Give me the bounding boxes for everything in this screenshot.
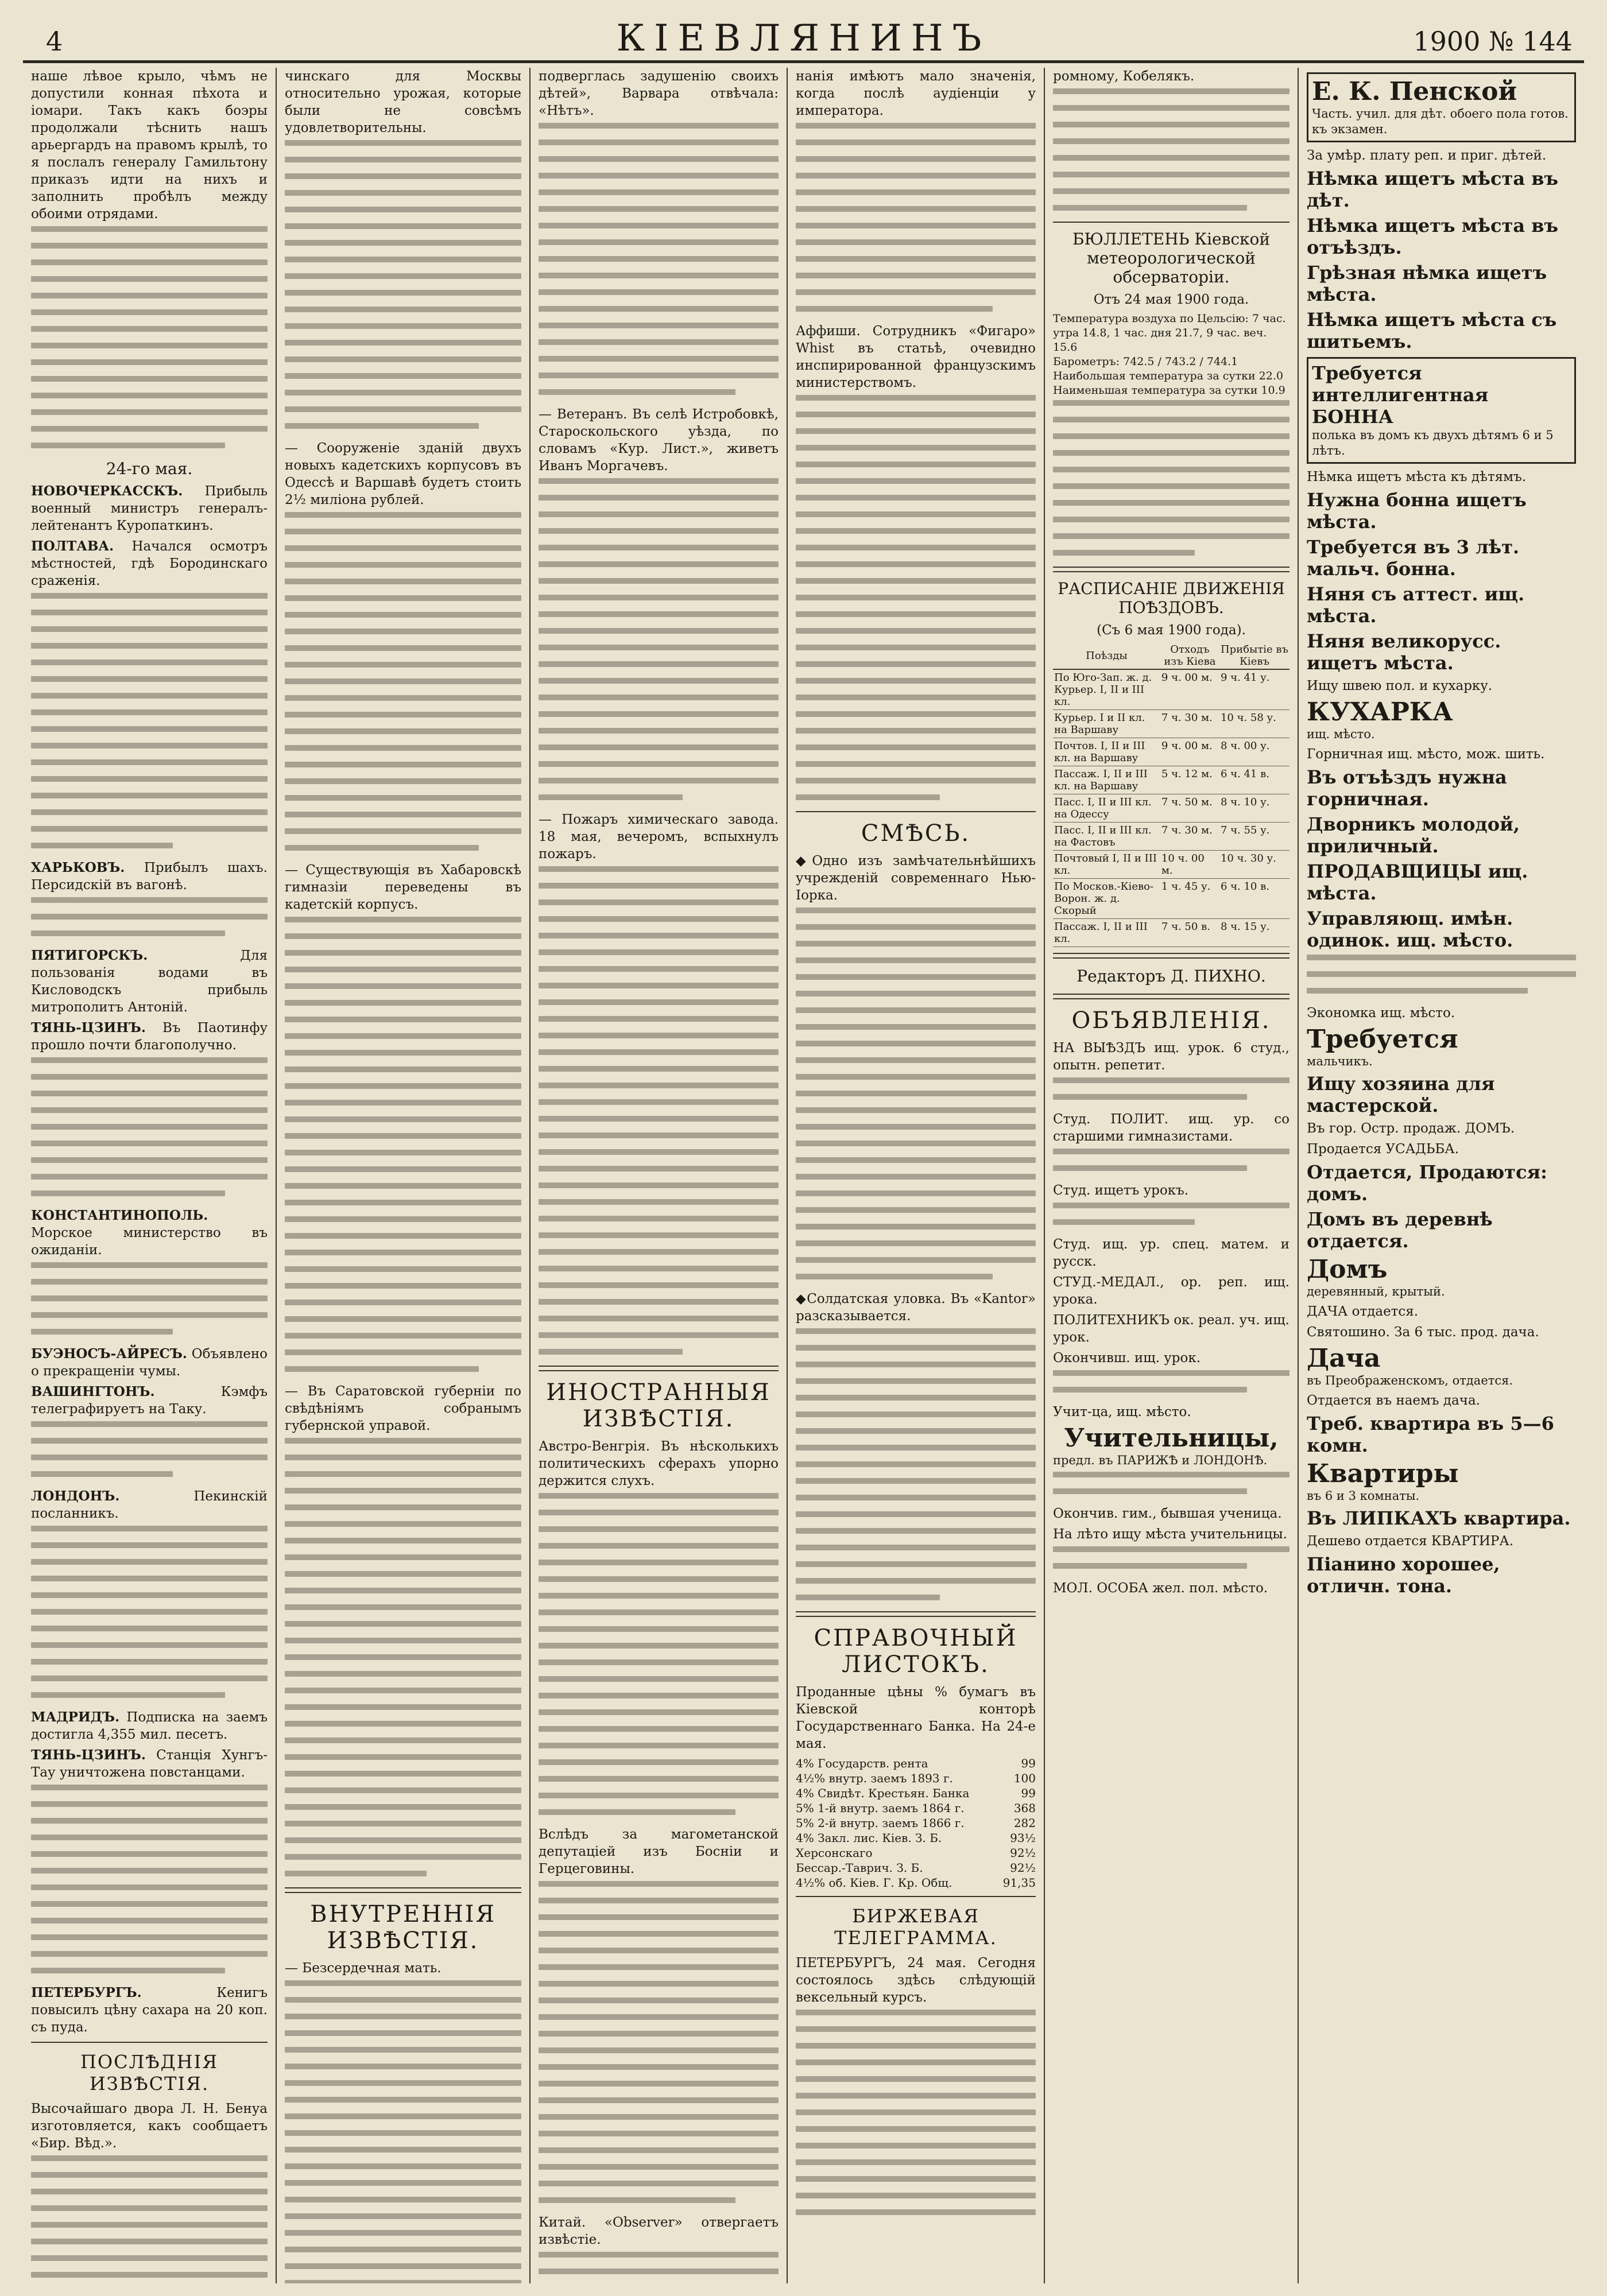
telegram: БУЭНОСЪ-АЙРЕСЪ. Объявлено о прекращеніи чумы. xyxy=(31,1346,268,1379)
classified-ad: Нѣмка ищетъ мѣста къ дѣтямъ. xyxy=(1307,470,1527,484)
classified-ad: Треб. квартира въ 5—6 комн. xyxy=(1307,1413,1554,1456)
schedule-cell-arr: 6 ч. 10 в. xyxy=(1219,879,1290,919)
article-subheading: — Безсердечная мать. xyxy=(285,1961,442,1976)
schedule-cell-name: Пассаж. I, II и III кл. на Варшаву xyxy=(1053,766,1160,794)
column-6 xyxy=(1299,68,1584,2283)
stock-value: 92½ xyxy=(1010,1861,1036,1875)
telegram: МАДРИДЪ. Подписка на заемъ достигла 4,355 мил. песетъ. xyxy=(31,1709,268,1742)
schedule-row xyxy=(1053,823,1290,851)
schedule-cell-arr: 6 ч. 41 в. xyxy=(1219,766,1290,794)
article-text: Аффиши. Сотрудникъ «Фигаро» Whist въ статьѣ, очевидно инспирированной французскимъ министерствомъ. xyxy=(796,324,1036,390)
classified-ad-school: Е. К. Пенской Часть. учил. для дѣт. обоего пола готов. къ экзамен. xyxy=(1307,72,1576,142)
classified-ad: Горничная ищ. мѣсто, мож. шить. xyxy=(1307,747,1545,762)
stock-value: 92½ xyxy=(1010,1846,1036,1860)
section-heading-reference: СПРАВОЧНЫЙ ЛИСТОКЪ. xyxy=(814,1625,1018,1678)
article-text: чинскаго для Москвы относительно урожая, которые были не совсѣмъ удовлетворительны. xyxy=(285,69,521,135)
text-block xyxy=(285,1980,521,2283)
schedule-cell-name: Почтов. I, II и III кл. на Варшаву xyxy=(1053,738,1160,766)
schedule-cell-dep: 7 ч. 50 м. xyxy=(1160,794,1219,823)
text-block xyxy=(539,1493,779,1815)
column-1 xyxy=(23,68,276,2283)
classified-ad: Въ отъѣздъ нужна горничная. xyxy=(1307,766,1507,810)
article-text: Высочайшаго двора Л. Н. Бенуа изготовляется, какъ сообщаетъ «Бир. Вѣд.». xyxy=(31,2101,268,2151)
classified-ad: ПРОДАВЩИЦЫ ищ. мѣста. xyxy=(1307,860,1528,904)
classified-ad: Въ ЛИПКАХЪ квартира. xyxy=(1307,1507,1571,1529)
bulletin-date: Отъ 24 мая 1900 года. xyxy=(1093,292,1249,307)
article-text: — Сооруженіе зданій двухъ новыхъ кадетскихъ корпусовъ въ Одессѣ и Варшавѣ будетъ стоить 2½ миліона рублей. xyxy=(285,441,521,507)
text-block xyxy=(1053,1370,1290,1393)
schedule-cell-arr: 8 ч. 15 у. xyxy=(1219,919,1290,947)
section-heading-announcements: ОБЪЯВЛЕНІЯ. xyxy=(1071,1007,1271,1034)
classified-ad: На лѣто ищу мѣста учительницы. xyxy=(1053,1527,1287,1542)
classified-ad-wanted: Требуется мальчикъ. xyxy=(1307,1025,1458,1068)
classified-ad-teachers: Учительницы, предл. въ ПАРИЖѢ и ЛОНДОНѢ. xyxy=(1053,1424,1279,1467)
telegram: КОНСТАНТИНОПОЛЬ. Морское министерство въ ожиданіи. xyxy=(31,1208,268,1258)
bulletin-heading: БЮЛЛЕТЕНЬ Кіевской метеорологической обсерваторіи. xyxy=(1072,230,1271,286)
stock-name: 5% 1-й внутр. заемъ 1864 г. xyxy=(796,1801,965,1815)
telegram: ПЕТЕРБУРГЪ. Кенигъ повысилъ цѣну сахара на 20 коп. съ пуда. xyxy=(31,1985,268,2035)
stock-name: 4% Свидѣт. Крестьян. Банка xyxy=(796,1786,970,1800)
column-4 xyxy=(788,68,1044,2283)
classified-ad: Піанино хорошее, отличн. тона. xyxy=(1307,1553,1500,1597)
schedule-cell-arr: 10 ч. 30 у. xyxy=(1219,851,1290,879)
schedule-cell-name: Пассаж. I, II и III кл. xyxy=(1053,919,1160,947)
classified-ad: Няня съ аттест. ищ. мѣста. xyxy=(1307,583,1525,627)
text-block xyxy=(1053,1472,1290,1494)
column-5 xyxy=(1045,68,1298,2283)
schedule-cell-name: Курьер. I и II кл. на Варшаву xyxy=(1053,710,1160,738)
schedule-column-header: Прибытіе въ Кіевъ xyxy=(1219,642,1290,669)
stock-row xyxy=(796,1786,1036,1801)
article-text: ◆Одно изъ замѣчательнѣйшихъ учрежденій современнаго Нью-Іорка. xyxy=(796,854,1036,903)
article-text: — Ветеранъ. Въ селѣ Истробовкѣ, Староскольского уѣзда, по словамъ «Кур. Лист.», живетъ Иванъ Моргачевъ. xyxy=(539,407,779,474)
schedule-row xyxy=(1053,879,1290,919)
stock-name: 4½% об. Кiев. Г. Кр. Общ. xyxy=(796,1876,952,1890)
stock-table xyxy=(796,1756,1036,1890)
schedule-cell-arr: 9 ч. 41 у. xyxy=(1219,669,1290,710)
text-block xyxy=(539,123,779,395)
schedule-cell-dep: 9 ч. 00 м. xyxy=(1160,669,1219,710)
schedule-cell-name: По Москов.-Кіево-Ворон. ж. д. Скорый xyxy=(1053,879,1160,919)
masthead xyxy=(23,0,1584,63)
stock-row xyxy=(796,1860,1036,1875)
schedule-cell-dep: 10 ч. 00 м. xyxy=(1160,851,1219,879)
classified-ad: Дешево отдается КВАРТИРА. xyxy=(1307,1534,1514,1549)
telegram: НОВОЧЕРКАССКЪ. Прибыль военный министръ генералъ-лейтенантъ Куропаткинъ. xyxy=(31,483,268,533)
section-heading-internal-news: ВНУТРЕННІЯ ИЗВѢСТІЯ. xyxy=(310,1901,496,1954)
masthead-rule xyxy=(23,60,1584,63)
telegram: ПОЛТАВА. Начался осмотръ мѣстностей, гдѣ Бородинскаго сраженія. xyxy=(31,538,268,588)
classified-ad: Дворникъ молодой, приличный. xyxy=(1307,813,1520,857)
schedule-column-header: Поѣзды xyxy=(1053,642,1160,669)
classified-ad: ПОЛИТЕХНИКЪ ок. реал. уч. ищ. урок. xyxy=(1053,1313,1290,1345)
text-block xyxy=(796,1328,1036,1600)
schedule-row xyxy=(1053,794,1290,823)
schedule-cell-dep: 5 ч. 12 м. xyxy=(1160,766,1219,794)
editor-credit: Редакторъ Д. ПИХНО. xyxy=(1077,967,1266,986)
text-block xyxy=(1053,1546,1290,1569)
train-schedule-table xyxy=(1053,642,1290,947)
section-heading-foreign-news: ИНОСТРАННЫЯ ИЗВѢСТІЯ. xyxy=(546,1379,771,1432)
stock-row xyxy=(796,1801,1036,1816)
text-block xyxy=(796,2010,1036,2215)
stock-name: Херсонскаго xyxy=(796,1846,873,1860)
text-block xyxy=(31,1057,268,1196)
text-block xyxy=(1053,88,1290,211)
article-text: — Существующія въ Хабаровскѣ гимназіи переведены въ кадетскій корпусъ. xyxy=(285,863,521,912)
schedule-cell-name: Пасс. I, II и III кл. на Фастовъ xyxy=(1053,823,1160,851)
text-block xyxy=(539,2252,779,2283)
stock-row xyxy=(796,1756,1036,1771)
text-block xyxy=(796,123,1036,312)
text-block xyxy=(1053,1203,1290,1225)
schedule-cell-dep: 1 ч. 45 у. xyxy=(1160,879,1219,919)
text-block xyxy=(31,1262,268,1335)
classified-ad: Ищу швею пол. и кухарку. xyxy=(1307,678,1493,693)
text-block xyxy=(539,1881,779,2203)
schedule-row xyxy=(1053,738,1290,766)
telegram: ХАРЬКОВЪ. Прибылъ шахъ. Персидскій въ вагонѣ. xyxy=(31,860,268,893)
classified-ad: Отдается, Продаются: домъ. xyxy=(1307,1161,1547,1205)
article-text: — Пожаръ химическаго завода. 18 мая, вечеромъ, вспыхнулъ пожаръ. xyxy=(539,812,779,862)
schedule-cell-name: Почтовый I, II и III кл. xyxy=(1053,851,1160,879)
text-block xyxy=(796,907,1036,1279)
telegram: ТЯНЬ-ЦЗИНЪ. Въ Паотинфу прошло почти благополучно. xyxy=(31,1020,268,1053)
article-text: ПЕТЕРБУРГЪ, 24 мая. Сегодня состоялось здѣсь слѣдующій вексельный курсъ. xyxy=(796,1956,1036,2005)
schedule-cell-arr: 8 ч. 00 у. xyxy=(1219,738,1290,766)
text-block xyxy=(285,1438,521,1876)
stock-value: 282 xyxy=(1013,1816,1036,1830)
stock-row xyxy=(796,1830,1036,1845)
stock-name: 4% Государств. рента xyxy=(796,1756,928,1770)
stock-value: 99 xyxy=(1021,1756,1036,1770)
schedule-cell-arr: 10 ч. 58 у. xyxy=(1219,710,1290,738)
column-2 xyxy=(277,68,529,2283)
dateline: 24-го мая. xyxy=(106,459,193,478)
schedule-heading: РАСПИСАНІЕ ДВИЖЕНІЯ ПОѢЗДОВЪ. xyxy=(1058,579,1285,617)
stock-name: Бессар.-Таврич. З. Б. xyxy=(796,1861,923,1875)
classified-ad: Продается УСАДЬБА. xyxy=(1307,1142,1459,1157)
classified-ad-house: Домъ деревянный, крытый. xyxy=(1307,1255,1445,1298)
section-heading-miscellany: СМѢСЬ. xyxy=(861,820,971,847)
classified-ad: Нѣмка ищетъ мѣста съ шитьемъ. xyxy=(1307,309,1557,352)
schedule-cell-arr: 8 ч. 10 у. xyxy=(1219,794,1290,823)
schedule-cell-arr: 7 ч. 55 у. xyxy=(1219,823,1290,851)
schedule-cell-dep: 7 ч. 30 м. xyxy=(1160,823,1219,851)
classified-ad: Учит-ца, ищ. мѣсто. xyxy=(1053,1405,1191,1420)
classified-ad: Няня великорусс. ищетъ мѣста. xyxy=(1307,630,1501,674)
classified-ad: Управляющ. имѣн. одинок. ищ. мѣсто. xyxy=(1307,907,1513,951)
text-block xyxy=(285,140,521,429)
text-block xyxy=(31,897,268,936)
telegram: ВАШИНГТОНЪ. Кэмфъ телеграфируетъ на Таку. xyxy=(31,1384,268,1417)
telegram: ЛОНДОНЪ. Пекинскій посланникъ. xyxy=(31,1488,268,1521)
schedule-cell-dep: 7 ч. 30 м. xyxy=(1160,710,1219,738)
classified-ad-governess: Требуется интеллигентная БОННА полька въ домъ къ двухъ дѣтямъ 6 и 5 лѣтъ. xyxy=(1307,357,1576,464)
schedule-cell-dep: 7 ч. 50 в. xyxy=(1160,919,1219,947)
classified-ad: Студ. ПОЛИТ. ищ. ур. со старшими гимназистами. xyxy=(1053,1112,1290,1144)
text-block xyxy=(1053,1149,1290,1171)
schedule-column-header: Отходъ изъ Кіева xyxy=(1160,642,1219,669)
classified-ad: Святошино. За 6 тыс. прод. дача. xyxy=(1307,1325,1539,1340)
article-text: Вслѣдъ за магометанской депутаціей изъ Босніи и Герцеговины. xyxy=(539,1827,779,1876)
text-block xyxy=(31,226,268,448)
classified-ad: Окончивш. ищ. урок. xyxy=(1053,1351,1201,1366)
stock-intro: Проданные цѣны % бумагъ въ Кіевской конторѣ Государственнаго Банка. На 24-е мая. xyxy=(796,1685,1036,1751)
classified-ad-dacha: Дача въ Преображенскомъ, отдается. xyxy=(1307,1344,1513,1387)
schedule-cell-name: По Юго-Зап. ж. д. Курьер. I, II и III кл. xyxy=(1053,669,1160,710)
text-block xyxy=(31,1785,268,1973)
page-number: 4 xyxy=(46,26,63,57)
classified-ad: МОЛ. ОСОБА жел. пол. мѣсто. xyxy=(1053,1581,1268,1596)
article-text: Австро-Венгрія. Въ нѣсколькихъ политическихъ сферахъ упорно держится слухъ. xyxy=(539,1439,779,1488)
stock-row xyxy=(796,1845,1036,1860)
classified-ad: Студ. ищ. ур. спец. матем. и русск. xyxy=(1053,1237,1290,1269)
article-text: наше лѣвое крыло, чѣмъ не допустили конная пѣхота и іомари. Такъ какъ боэры продолжали тѣснить нашъ арьергардъ на правомъ крылѣ, то я послалъ генералу Гамильтону приказъ идти на нихъ и заполнить пробѣлъ между обоими отрядами. xyxy=(31,69,268,222)
article-text: ◆Солдатская уловка. Въ «Kantor» разсказывается. xyxy=(796,1292,1036,1324)
telegram: ПЯТИГОРСКЪ. Для пользованія водами въ Кисловодскъ прибыль митрополитъ Антоній. xyxy=(31,948,268,1015)
classified-ad: Нужна бонна ищетъ мѣста. xyxy=(1307,489,1527,533)
stock-value: 93½ xyxy=(1010,1831,1036,1845)
stock-value: 99 xyxy=(1021,1786,1036,1800)
classified-ad: Домъ въ деревнѣ отдается. xyxy=(1307,1208,1493,1252)
text-block xyxy=(1053,400,1290,556)
stock-row xyxy=(796,1816,1036,1830)
text-block xyxy=(285,512,521,851)
column-3 xyxy=(530,68,787,2283)
stock-row xyxy=(796,1771,1036,1786)
schedule-row xyxy=(1053,669,1290,710)
classified-ad: Студ. ищетъ урокъ. xyxy=(1053,1183,1189,1198)
text-block xyxy=(1307,955,1576,994)
classified-ad: НА ВЫѢЗДЪ ищ. урок. 6 студ., опытн. репетит. xyxy=(1053,1041,1290,1073)
issue-number: 1900 № 144 xyxy=(1413,26,1573,57)
text-block xyxy=(285,917,521,1372)
text-block xyxy=(31,2155,268,2283)
stock-name: 4% Закл. лис. Кiев. З. Б. xyxy=(796,1831,942,1845)
text-block xyxy=(539,478,779,800)
article-text: нанія имѣютъ мало значенія, когда послѣ аудіенціи у императора. xyxy=(796,69,1036,118)
classified-ad: Грѣзная нѣмка ищетъ мѣста. xyxy=(1307,262,1547,305)
stock-row xyxy=(796,1875,1036,1890)
text-block xyxy=(1053,1077,1290,1100)
classified-ad: Требуется въ 3 лѣт. мальч. бонна. xyxy=(1307,536,1520,580)
classified-ad: Нѣмка ищетъ мѣста въ дѣт. xyxy=(1307,168,1559,211)
stock-name: 4½% внутр. заемъ 1893 г. xyxy=(796,1771,953,1785)
classified-ad: Въ гор. Остр. продаж. ДОМЪ. xyxy=(1307,1121,1515,1136)
classified-ad-cook: КУХАРКА ищ. мѣсто. xyxy=(1307,697,1453,741)
article-text: Китай. «Observer» отвергаетъ извѣстіе. xyxy=(539,2215,779,2247)
stock-value: 100 xyxy=(1013,1771,1036,1785)
meteo-readings: Температура воздуха по Цельсію: 7 час. утра 14.8, 1 час. дня 21.7, 9 час. веч. 15.6 Барометръ: 742.5 / 743.2 / 744.1 Наибольшая температура за сутки 22.0 Наименьшая температура за сутки 10.9 xyxy=(1053,312,1286,397)
section-heading-latest-news: ПОСЛѢДНІЯ ИЗВѢСТІЯ. xyxy=(80,2051,219,2095)
schedule-row xyxy=(1053,919,1290,947)
classified-ad: Отдается въ наемъ дача. xyxy=(1307,1393,1480,1408)
text-block xyxy=(31,1421,268,1477)
classified-ad: За умѣр. плату реп. и приг. дѣтей. xyxy=(1307,148,1547,163)
classified-ad: ДАЧА отдается. xyxy=(1307,1304,1419,1319)
classified-ad: Ищу хозяина для мастерской. xyxy=(1307,1073,1495,1116)
text-block xyxy=(539,866,779,1355)
classified-ad: Окончив. гим., бывшая ученица. xyxy=(1053,1506,1282,1521)
schedule-cell-name: Пасс. I, II и III кл. на Одессу xyxy=(1053,794,1160,823)
schedule-subheading: (Съ 6 мая 1900 года). xyxy=(1097,623,1246,638)
article-text: — Въ Саратовской губерніи по свѣдѣніямъ собранымъ губернской управой. xyxy=(285,1384,521,1433)
text-block xyxy=(31,593,268,848)
telegram: ТЯНЬ-ЦЗИНЪ. Станція Хунгъ-Тау уничтожена повстанцами. xyxy=(31,1747,268,1780)
classified-ad-apartments: Квартиры въ 6 и 3 комнаты. xyxy=(1307,1459,1459,1503)
stock-name: 5% 2-й внутр. заемъ 1866 г. xyxy=(796,1816,965,1830)
article-text: ромному, Кобелякъ. xyxy=(1053,69,1195,84)
classified-ad: Нѣмка ищетъ мѣста въ отъѣздъ. xyxy=(1307,215,1559,258)
section-heading-exchange-telegram: БИРЖЕВАЯ ТЕЛЕГРАММА. xyxy=(834,1905,997,1949)
text-block xyxy=(31,1526,268,1698)
classified-ad: Экономка ищ. мѣсто. xyxy=(1307,1006,1455,1021)
schedule-row xyxy=(1053,851,1290,879)
article-text: подверглась задушенію своихъ дѣтей», Варвара отвѣчала: «Нѣтъ». xyxy=(539,69,779,118)
stock-value: 368 xyxy=(1013,1801,1036,1815)
schedule-row xyxy=(1053,766,1290,794)
newspaper-title: КІЕВЛЯНИНЪ xyxy=(616,17,991,60)
schedule-cell-dep: 9 ч. 00 м. xyxy=(1160,738,1219,766)
text-block xyxy=(796,395,1036,800)
classified-ad: СТУД.-МЕДАЛ., ор. реп. ищ. урока. xyxy=(1053,1275,1290,1307)
schedule-row xyxy=(1053,710,1290,738)
stock-value: 91,35 xyxy=(1002,1876,1036,1890)
